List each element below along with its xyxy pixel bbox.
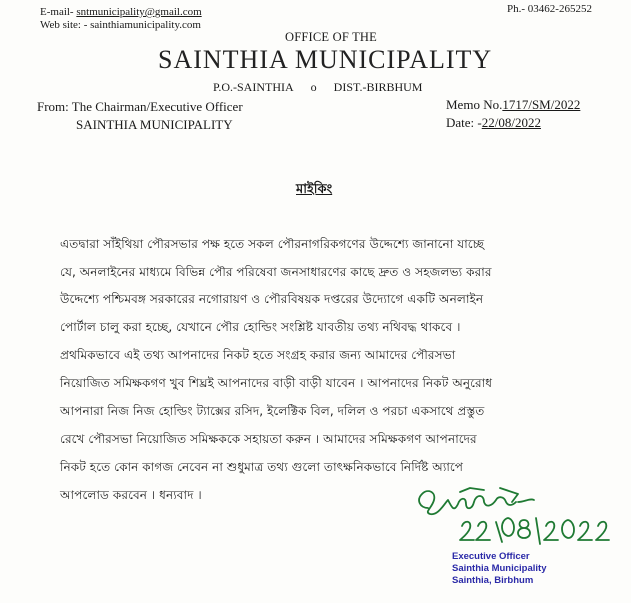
body-line: প্রথমিকভাবে এই তথ্য আপনাদের নিকট হতে সংগ্রহ করার জন্য আমাদের পৌরসভা xyxy=(60,348,456,362)
email-label: E-mail- xyxy=(40,6,74,18)
office-of-label: OFFICE OF THE xyxy=(285,30,377,44)
website-label: Web site: - xyxy=(40,19,88,31)
district: DIST.-BIRBHUM xyxy=(333,80,423,94)
email-line xyxy=(40,6,202,18)
body-line: নিকট হতে কোন কাগজ নেবেন না শুধুমাত্র তথ্য গুলো তাৎক্ষনিকভাবে নির্দিষ্ট অ্যাপে xyxy=(60,460,464,474)
body-line: এতদ্বারা সাঁইথিয়া পৌরসভার পক্ষ হতে সকল পৌরনাগরিকগণের উদ্দেশ্যে জানানো যাচ্ছে xyxy=(60,237,485,251)
from-organization: SAINTHIA MUNICIPALITY xyxy=(76,117,233,132)
stamp-line: Sainthia, Birbhum xyxy=(452,575,534,586)
official-stamp xyxy=(452,551,547,587)
date-label: Date: - xyxy=(446,115,482,130)
body-line: যে, অনলাইনের মাধ্যমে বিভিন্ন পৌর পরিষেবা জনসাধারণের কাছে দ্রুত ও সহজলভ্য করার xyxy=(60,265,492,279)
phone-number: Ph.- 03462-265252 xyxy=(507,3,592,15)
address-separator: o xyxy=(310,80,317,94)
body-line: পোর্টাল চালু করা হচ্ছে, যেখানে পৌর হোল্ডিং সংশ্লিষ্ট যাবতীয় তথ্য নথিবদ্ধ থাকবে । xyxy=(60,320,461,334)
memo-label: Memo No. xyxy=(446,97,503,112)
body-line: নিয়োজিত সমিক্ষকগণ খুব শিঘ্রই আপনাদের বাড়ী বাড়ী যাবেন । আপনাদের নিকট অনুরোধ xyxy=(60,376,493,390)
body-line: আপনারা নিজ নিজ হোল্ডিং ট্যাক্সের রসিদ, ইলেক্টিক বিল, দলিল ও পরচা একসাথে প্রস্তুত xyxy=(60,404,485,418)
memo-value: 1717/SM/2022 xyxy=(502,97,581,112)
post-office: P.O.-SAINTHIA xyxy=(213,80,294,94)
website-link[interactable]: sainthiamunicipality.com xyxy=(90,19,201,31)
website-line xyxy=(40,19,201,31)
stamp-line: Executive Officer xyxy=(452,551,530,562)
memo-date xyxy=(446,115,541,131)
from-line: From: The Chairman/Executive Officer xyxy=(37,99,243,114)
memo-number xyxy=(446,97,580,113)
email-link[interactable]: sntmunicipality@gmail.com xyxy=(76,6,202,18)
date-value: 22/08/2022 xyxy=(481,115,541,130)
signature-image xyxy=(400,478,610,558)
municipality-title: SAINTHIA MUNICIPALITY xyxy=(158,45,493,74)
postal-address xyxy=(213,80,422,95)
body-line: উদ্দেশ্যে পশ্চিমবঙ্গ সরকারের নগোরায়ণ ও পৌরবিষয়ক দপ্তরের উদ্যোগে একটি অনলাইন xyxy=(60,292,484,306)
notice-heading: মাইকিং xyxy=(296,182,333,197)
stamp-line: Sainthia Municipality xyxy=(452,563,547,574)
body-line: রেখে পৌরসভা নিয়োজিত সমিক্ষককে সহায়তা করুন । আমাদের সমিক্ষকগণ আপনাদের xyxy=(60,432,477,446)
body-line: আপলোড করবেন । ধন্যবাদ । xyxy=(60,488,202,502)
